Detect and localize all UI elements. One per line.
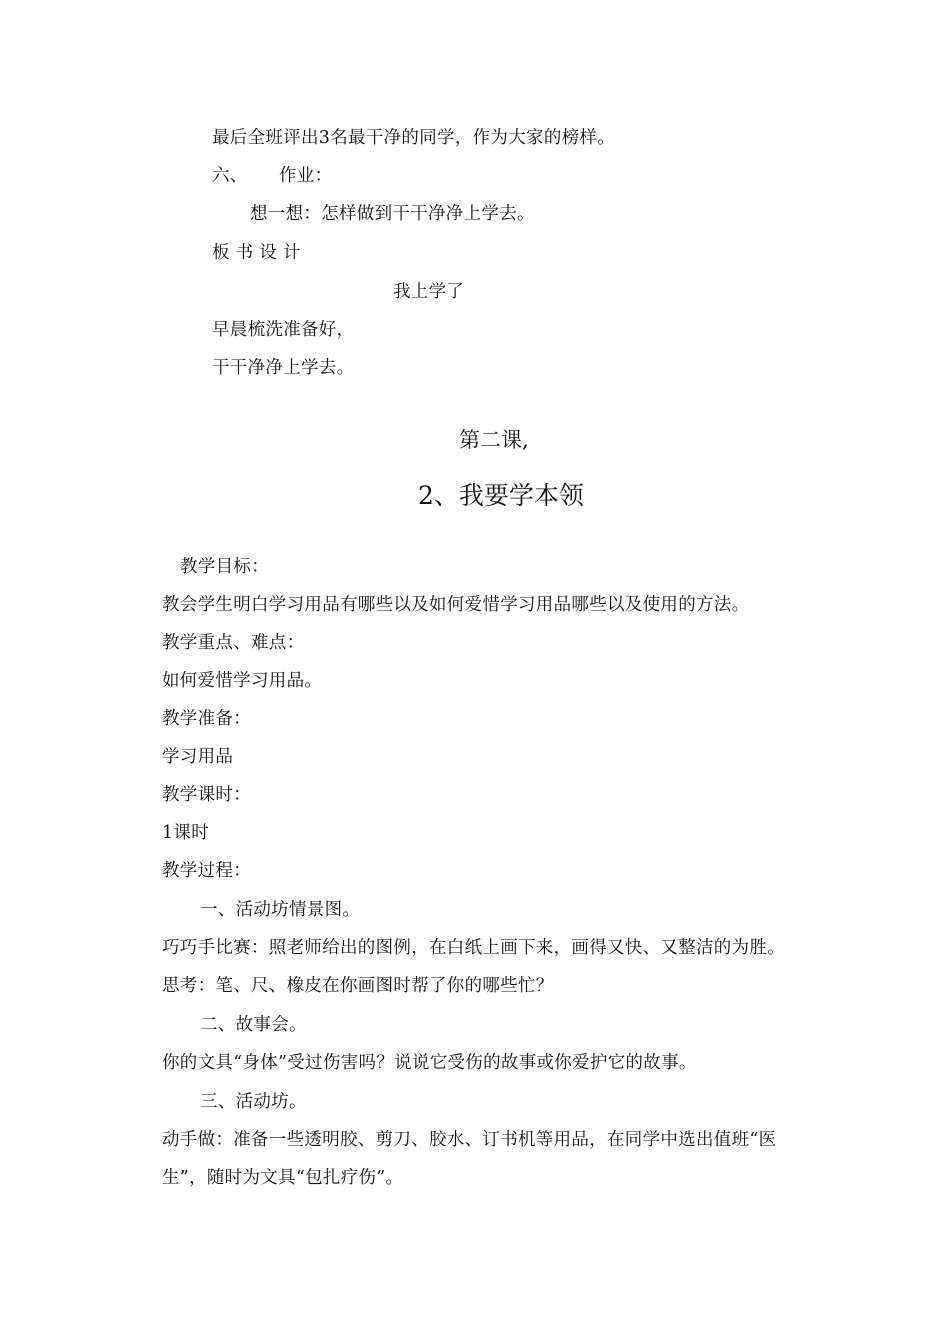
process-heading: 教学过程： — [162, 861, 251, 881]
board-line-2: 干干净净上学去。 — [212, 358, 355, 378]
step1-text-b: 思考：笔、尺、橡皮在你画图时帮了你的哪些忙？ — [162, 976, 554, 996]
step3-text-b: 生”，随时为文具“包扎疗伤”。 — [162, 1168, 404, 1188]
board-line-1: 早晨梳洗准备好， — [212, 320, 355, 340]
key-text: 如何爱惜学习用品。 — [162, 671, 323, 691]
ranking-line: 最后全班评出3名最干净的同学，作为大家的榜样。 — [212, 128, 616, 148]
prep-text: 学习用品 — [162, 747, 234, 767]
board-title: 我上学了 — [393, 282, 465, 302]
step3-heading: 三、活动坊。 — [200, 1092, 307, 1112]
time-text: 1课时 — [162, 823, 210, 843]
step2-heading: 二、故事会。 — [200, 1015, 307, 1035]
section-six-number: 六、 — [212, 166, 248, 186]
section-six-label: 作业： — [279, 166, 333, 186]
homework-text: 想一想：怎样做到干干净净上学去。 — [250, 204, 535, 224]
goal-heading: 教学目标： — [180, 557, 269, 577]
step1-text-a: 巧巧手比赛：照老师给出的图例，在白纸上画下来，画得又快、又整洁的为胜。 — [162, 938, 785, 958]
lesson-label: 第二课, — [459, 428, 529, 452]
lesson-title: 2、我要学本领 — [418, 481, 584, 510]
step2-text: 你的文具“身体”受过伤害吗？说说它受伤的故事或你爱护它的故事。 — [162, 1053, 697, 1073]
time-heading: 教学课时： — [162, 785, 251, 805]
key-heading: 教学重点、难点： — [162, 633, 305, 653]
goal-text: 教会学生明白学习用品有哪些以及如何爱惜学习用品哪些以及使用的方法。 — [162, 595, 750, 615]
step1-heading: 一、活动坊情景图。 — [200, 900, 361, 920]
step3-text-a: 动手做：准备一些透明胶、剪刀、胶水、订书机等用品，在同学中选出值班“医 — [162, 1130, 777, 1150]
board-design-heading: 板 书 设 计 — [212, 243, 301, 263]
prep-heading: 教学准备： — [162, 709, 251, 729]
